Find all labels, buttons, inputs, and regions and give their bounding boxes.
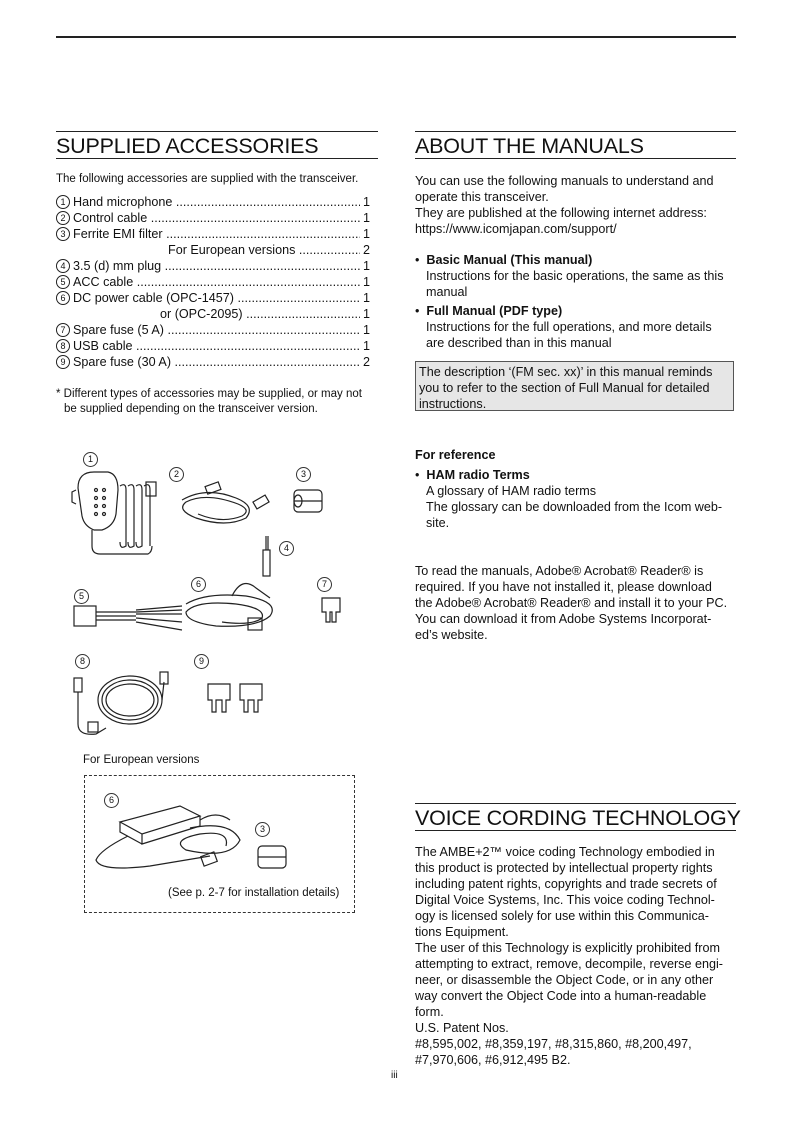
for-reference-heading: For reference xyxy=(415,448,496,462)
accessory-label: Hand microphone ..... xyxy=(73,194,360,210)
voice-coding-line: attempting to extract, remove, decompile, reverse engi- xyxy=(415,957,723,971)
basic-manual-desc-2: manual xyxy=(426,285,468,299)
accessory-item xyxy=(56,274,370,290)
accessory-label: DC power cable (OPC-1457) ..... xyxy=(73,290,360,306)
european-dc-cable-illustration xyxy=(90,800,310,880)
ferrite-filter-icon xyxy=(294,490,322,512)
accessory-item xyxy=(56,290,370,306)
ham-terms-desc-1: A glossary of HAM radio terms xyxy=(426,484,597,498)
accessory-label: Ferrite EMI filter ..... xyxy=(73,226,360,242)
illustration-label-5: 5 xyxy=(74,589,89,604)
accessory-number xyxy=(56,274,73,290)
basic-manual-title: • Basic Manual (This manual) xyxy=(415,253,593,267)
supplied-note-line-2: be supplied depending on the transceiver version. xyxy=(64,403,318,415)
accessory-number xyxy=(56,194,73,210)
ham-terms-desc-3: site. xyxy=(426,516,450,530)
voice-coding-line: U.S. Patent Nos. xyxy=(415,1021,509,1035)
supplied-note xyxy=(56,387,381,417)
accessory-item xyxy=(56,226,370,242)
accessory-number-badge: 3 xyxy=(56,227,70,241)
accessory-quantity: 1 xyxy=(362,307,370,321)
adobe-line-2: required. If you have not installed it, please download xyxy=(415,580,712,594)
accessory-label: Spare fuse (5 A) ..... xyxy=(73,322,360,338)
voice-coding-line: neer, or disassemble the Object Code, or in any other xyxy=(415,973,714,987)
voice-coding-line: The user of this Technology is explicitly prohibited from xyxy=(415,941,720,955)
manuals-title-underline xyxy=(415,158,736,159)
accessory-label: ACC cable ..... xyxy=(73,274,360,290)
voice-coding-line: #7,970,606, #6,912,495 B2. xyxy=(415,1053,571,1067)
accessory-label: 3.5 (d) mm plug ..... xyxy=(73,258,360,274)
supplied-intro: The following accessories are supplied with the transceiver. xyxy=(56,173,359,185)
accessory-label: For European versions ..... xyxy=(73,242,360,258)
full-manual-desc-1: Instructions for the full operations, and more details xyxy=(426,320,712,334)
voice-coding-line: this product is protected by intellectual property rights xyxy=(415,861,713,875)
accessory-number-badge: 7 xyxy=(56,323,70,337)
accessory-number xyxy=(56,354,73,370)
illustration-label-7: 7 xyxy=(317,577,332,592)
basic-manual-entry xyxy=(415,252,740,300)
accessory-item xyxy=(56,306,370,322)
accessory-number-badge: 2 xyxy=(56,211,70,225)
accessory-item xyxy=(56,258,370,274)
accessory-number-badge: 1 xyxy=(56,195,70,209)
bullet: • xyxy=(415,253,427,267)
adobe-line-3: the Adobe® Acrobat® Reader® and install it to your PC. xyxy=(415,596,728,610)
accessory-number xyxy=(56,322,73,338)
accessory-quantity: 1 xyxy=(362,259,370,273)
accessory-number xyxy=(56,258,73,274)
voice-title-underline xyxy=(415,830,736,831)
illustration-label-6: 6 xyxy=(191,577,206,592)
accessory-quantity: 1 xyxy=(362,339,370,353)
supplied-title-rule xyxy=(56,131,378,132)
accessory-item xyxy=(56,338,370,354)
adobe-line-4: You can download it from Adobe Systems Incorporat- xyxy=(415,612,712,626)
accessory-label: or (OPC-2095) ..... xyxy=(73,306,360,322)
voice-coding-line: #8,595,002, #8,359,197, #8,315,860, #8,200,497, xyxy=(415,1037,692,1051)
illustration-label-3: 3 xyxy=(296,467,311,482)
bullet: • xyxy=(415,468,427,482)
acc-cable-icon xyxy=(74,606,182,630)
supplied-title-underline xyxy=(56,158,378,159)
illustration-label-2: 2 xyxy=(169,467,184,482)
supplied-note-line-1: * Different types of accessories may be supplied, or may not xyxy=(56,388,362,400)
accessory-number xyxy=(56,242,73,258)
installation-note: (See p. 2-7 for installation details) xyxy=(168,887,340,899)
accessory-number-badge: 5 xyxy=(56,275,70,289)
voice-coding-body xyxy=(415,844,740,1068)
accessory-label: USB cable ..... xyxy=(73,338,360,354)
control-cable-icon xyxy=(182,482,269,523)
basic-manual-desc-1: Instructions for the basic operations, the same as this xyxy=(426,269,724,283)
accessory-quantity: 1 xyxy=(362,323,370,337)
accessory-quantity: 1 xyxy=(362,275,370,289)
accessory-item xyxy=(56,194,370,210)
adobe-line-1: To read the manuals, Adobe® Acrobat® Reader® is xyxy=(415,564,704,578)
manuals-intro-line-3: They are published at the following internet address: xyxy=(415,206,707,220)
top-rule xyxy=(56,36,736,38)
about-manuals-title: ABOUT THE MANUALS xyxy=(415,134,644,158)
accessory-number xyxy=(56,306,73,322)
voice-coding-line: way convert the Object Code into a human-readable xyxy=(415,989,707,1003)
european-label-3: 3 xyxy=(255,822,270,837)
accessory-quantity: 1 xyxy=(362,211,370,225)
manuals-intro-line-2: operate this transceiver. xyxy=(415,190,549,204)
full-manual-entry xyxy=(415,303,740,351)
adobe-line-5: ed’s website. xyxy=(415,628,488,642)
fm-section-note xyxy=(415,361,734,411)
voice-coding-line: tions Equipment. xyxy=(415,925,509,939)
accessory-item xyxy=(56,210,370,226)
illustration-label-4: 4 xyxy=(279,541,294,556)
fm-note-line-2: you to refer to the section of Full Manual for detailed xyxy=(419,381,710,395)
accessory-item xyxy=(56,322,370,338)
accessory-label: Control cable ..... xyxy=(73,210,360,226)
voice-title-rule xyxy=(415,803,736,804)
accessory-number-badge: 8 xyxy=(56,339,70,353)
hand-microphone-icon xyxy=(72,472,156,554)
fm-note-line-1: The description ‘(FM sec. xx)’ in this manual reminds xyxy=(419,365,713,379)
accessory-item xyxy=(56,354,370,370)
accessory-quantity: 1 xyxy=(362,195,370,209)
full-manual-desc-2: are described than in this manual xyxy=(426,336,612,350)
voice-coding-title: VOICE CORDING TECHNOLOGY xyxy=(415,806,741,830)
manuals-intro xyxy=(415,173,740,237)
accessory-quantity: 1 xyxy=(362,291,370,305)
spare-fuse-30a-icon xyxy=(208,684,262,712)
accessory-quantity: 2 xyxy=(362,355,370,369)
voice-coding-line: including patent rights, copyrights and trade secrets of xyxy=(415,877,717,891)
page-number: iii xyxy=(391,1070,398,1081)
illustration-label-1: 1 xyxy=(83,452,98,467)
fm-note-line-3: instructions. xyxy=(419,397,487,411)
european-label-6: 6 xyxy=(104,793,119,808)
voice-coding-line: ogy is licensed solely for use within this Communica- xyxy=(415,909,709,923)
ham-terms-entry xyxy=(415,467,740,531)
spare-fuse-5a-icon xyxy=(322,598,340,622)
accessory-number xyxy=(56,226,73,242)
accessory-item xyxy=(56,242,370,258)
voice-coding-line: The AMBE+2™ voice coding Technology embodied in xyxy=(415,845,715,859)
accessory-number xyxy=(56,338,73,354)
illustration-label-9: 9 xyxy=(194,654,209,669)
manuals-intro-line-1: You can use the following manuals to understand and xyxy=(415,174,714,188)
accessory-number-badge: 6 xyxy=(56,291,70,305)
accessories-illustration xyxy=(56,446,356,746)
accessory-label: Spare fuse (30 A) ..... xyxy=(73,354,360,370)
mm-plug-icon xyxy=(263,536,270,576)
bullet: • xyxy=(415,304,427,318)
ham-terms-title: • HAM radio Terms xyxy=(415,468,530,482)
accessory-number-badge: 4 xyxy=(56,259,70,273)
european-versions-label: For European versions xyxy=(83,754,200,766)
accessory-quantity: 1 xyxy=(362,227,370,241)
accessory-number xyxy=(56,290,73,306)
voice-coding-line: Digital Voice Systems, Inc. This voice coding Technol- xyxy=(415,893,715,907)
supplied-accessories-title: SUPPLIED ACCESSORIES xyxy=(56,134,319,158)
support-url[interactable]: https://www.icomjapan.com/support/ xyxy=(415,222,617,236)
full-manual-title: • Full Manual (PDF type) xyxy=(415,304,563,318)
accessory-quantity: 2 xyxy=(362,243,370,257)
manuals-title-rule xyxy=(415,131,736,132)
illustration-label-8: 8 xyxy=(75,654,90,669)
accessory-number xyxy=(56,210,73,226)
voice-coding-line: form. xyxy=(415,1005,444,1019)
adobe-reader-note xyxy=(415,563,736,643)
accessory-number-badge: 9 xyxy=(56,355,70,369)
usb-cable-icon xyxy=(74,672,168,734)
ham-terms-desc-2: The glossary can be downloaded from the Icom web- xyxy=(426,500,723,514)
